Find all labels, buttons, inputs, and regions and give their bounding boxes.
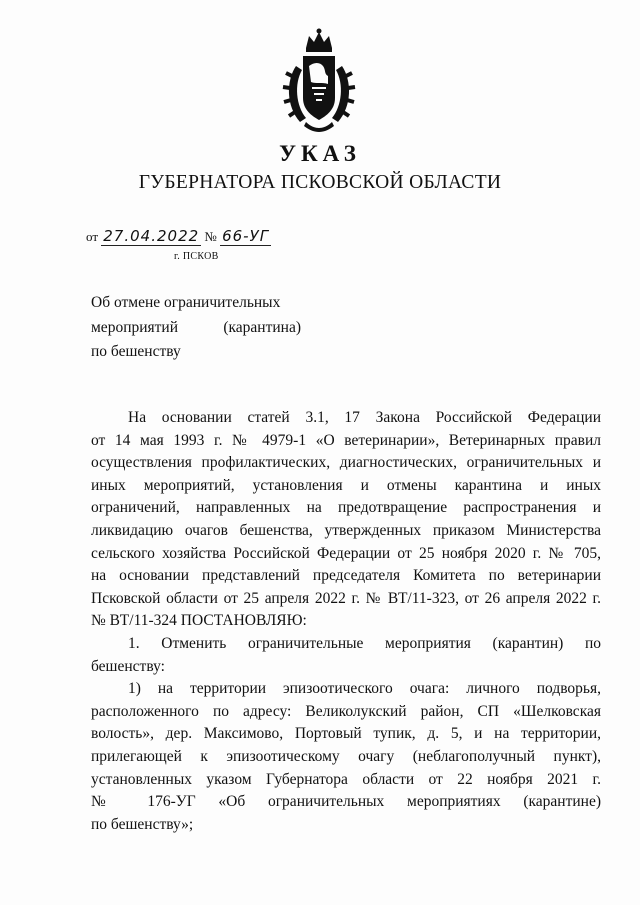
subpoint1-line: прилегающей к эпизоотическому очагу (неблагополучный пункт), [91,747,601,765]
city-label: г. ПСКОВ [174,251,219,262]
date-prefix: от [86,229,99,244]
preamble-line: осуществления профилактических, диагностических, ограничительных и [91,454,601,472]
preamble-line: ликвидацию очагов бешенства, утвержденных приказом Министерства [91,521,601,539]
preamble-line: На основании статей 3.1, 17 Закона Российской Федерации [128,409,601,426]
subject-line: мероприятий (карантина) [91,318,301,336]
decree-title: УКАЗ [279,141,361,166]
number-prefix: № [204,229,217,244]
preamble-line: № ВТ/11-324 ПОСТАНОВЛЯЮ: [91,612,307,630]
point1-line: 1. Отменить ограничительные мероприятия (карантин) по [128,634,601,652]
decree-body [91,407,601,836]
subpoint1-line: по бешенству»; [91,815,194,833]
point1-line: бешенству: [91,657,165,675]
number-handwritten: 66-УГ [222,227,270,245]
pskov-coat-of-arms-icon [276,26,362,134]
subpoint1-line: расположенного по адресу: Великолукский район, СП «Шелковская [91,702,601,720]
subpoint1-line: установленных указом Губернатора области от 22 ноября 2021 г. [91,770,601,788]
subject-line: по бешенству [91,343,181,360]
preamble-line: от 14 мая 1993 г. № 4979-1 «О ветеринарии», Ветеринарных правил [91,431,601,449]
preamble-line: сельского хозяйства Российской Федерации от 25 ноября 2020 г. № 705, [91,544,601,562]
preamble-line: на основании представлений председателя Комитета по ветеринарии [91,567,601,585]
decree-subject [91,291,301,365]
date-number-line [86,227,271,245]
subpoint1-line: волость», дер. Максимово, Портовый тупик, д. 5, и на территории, [91,725,601,743]
preamble-line: ограничений, направленных на предотвращение распространения и [91,499,601,517]
date-handwritten: 27.04.2022 [103,227,200,245]
decree-subtitle: ГУБЕРНАТОРА ПСКОВСКОЙ ОБЛАСТИ [138,172,502,193]
subpoint1-line: 1) на территории эпизоотического очага: личного подворья, [128,680,601,698]
preamble-line: Псковской области от 25 апреля 2022 г. № ВТ/11-323, от 26 апреля 2022 г. [91,589,601,607]
subpoint1-line: № 176-УГ «Об ограничительных мероприятиях (карантине) [91,793,601,811]
preamble-line: иных мероприятий, установления и отмены карантина и иных [91,476,601,494]
subject-line: Об отмене ограничительных [91,294,281,311]
